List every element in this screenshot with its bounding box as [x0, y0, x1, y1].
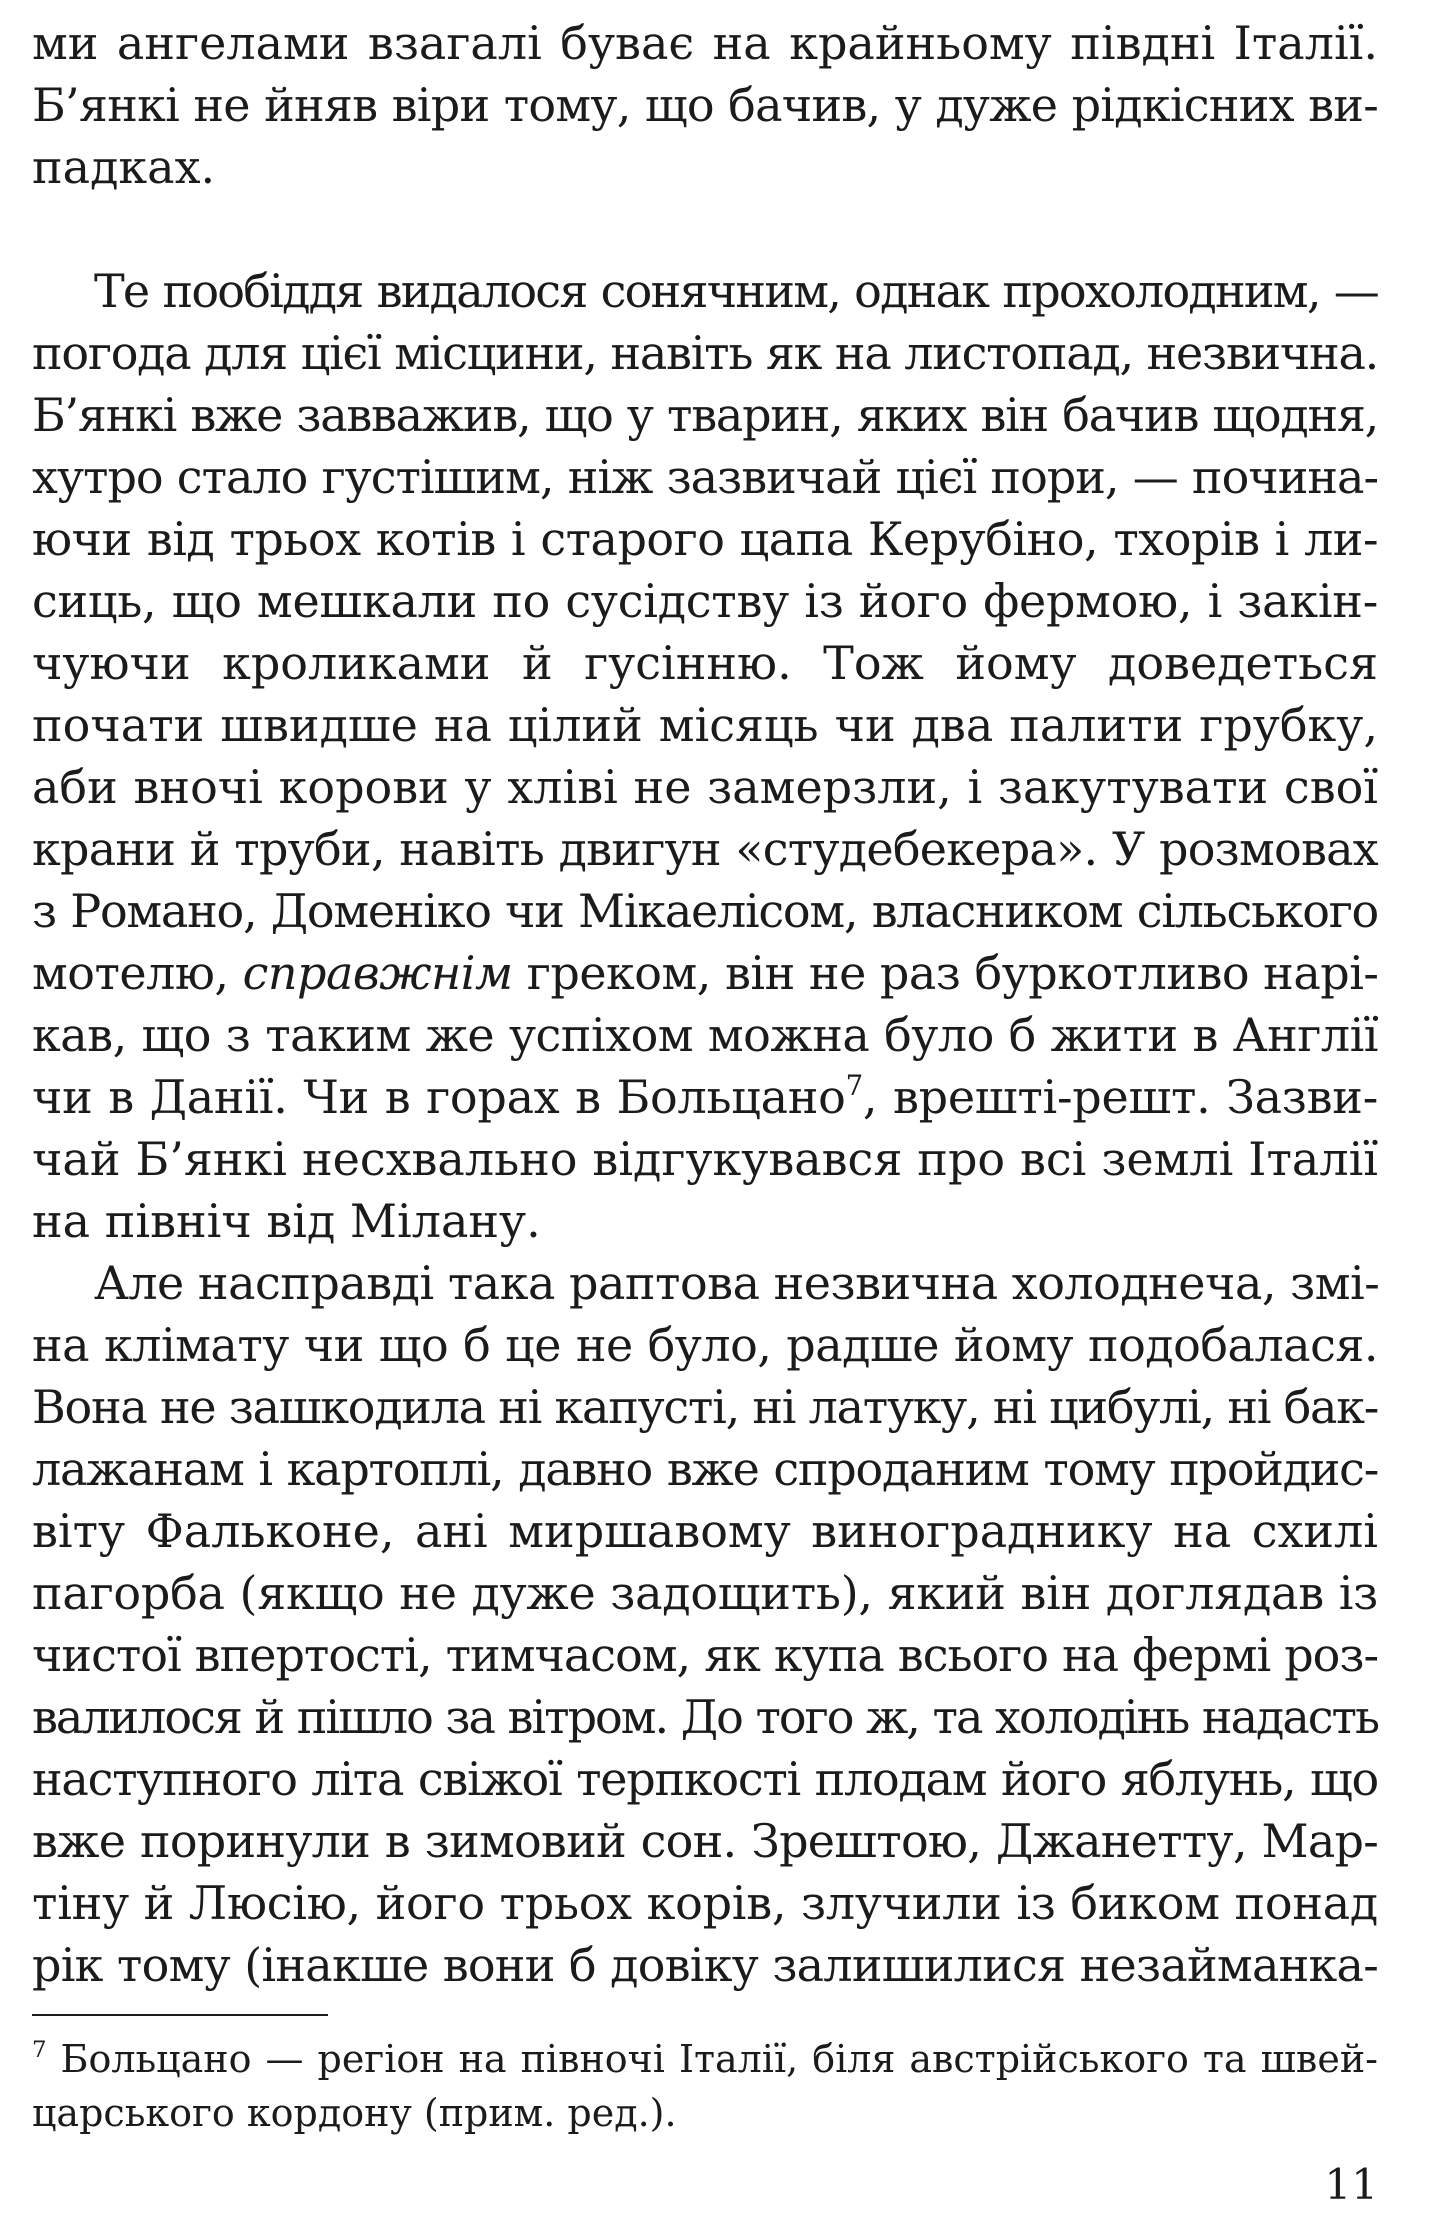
text-line: ми ангелами взагалі буває на крайньому півдні Італії. [32, 16, 1378, 70]
text-line [32, 942, 1378, 1004]
text-line: на північ від Мілану. [32, 1194, 541, 1248]
text-segment: мотелю, [32, 946, 243, 1000]
text-line: кав, що з таким же успіхом можна було б жити в Англії [32, 1008, 1378, 1062]
text-line: хутро стало густішим, ніж зазвичай цієї пори, — почина- [32, 450, 1378, 504]
paragraph-gap [32, 198, 1378, 260]
text-line: чай Б’янкі несхвально відгукувався про всі землі Італії [32, 1132, 1378, 1186]
footnote-line: царського кордону (прим. ред.). [32, 2091, 677, 2135]
text-line: тіну й Люсію, його трьох корів, злучили із биком понад [32, 1876, 1378, 1930]
italic-word: справжнім [242, 946, 513, 1000]
footnote-marker: 7 [32, 2037, 47, 2064]
footnote [32, 2032, 1378, 2140]
body-text [32, 12, 1378, 1996]
footnote-text: Больцано — регіон на півночі Італії, біля австрійського та швей- [46, 2037, 1378, 2081]
text-segment: греком, він не раз буркотливо нарі- [512, 946, 1379, 1000]
text-line: лажанам і картоплі, давно вже спроданим тому пройдис- [32, 1442, 1378, 1496]
text-line: валилося й пішло за вітром. До того ж, та холодінь надасть [32, 1690, 1378, 1744]
footnote-divider [32, 2014, 328, 2016]
text-line: на клімату чи що б це не було, радше йому подобалася. [32, 1318, 1378, 1372]
text-line: наступного літа свіжої терпкості плодам його яблунь, що [32, 1752, 1378, 1806]
text-line: рік тому (інакше вони б довіку залишилися незайманка- [32, 1938, 1378, 1992]
text-line: погода для цієї місцини, навіть як на листопад, незвична. [32, 326, 1378, 380]
text-line: пагорба (якщо не дуже задощить), який він доглядав із [32, 1566, 1378, 1620]
text-line: крани й труби, навіть двигун «студебекера». У розмовах [32, 822, 1378, 876]
text-line: Те пообіддя видалося сонячним, однак прохолодним, — [94, 264, 1378, 318]
text-line: падках. [32, 140, 216, 194]
text-line: почати швидше на цілий місяць чи два палити грубку, [32, 698, 1378, 752]
text-line [32, 1066, 1378, 1128]
footnote-line [32, 2032, 1378, 2086]
text-segment: , врешті-решт. Зазви- [862, 1070, 1378, 1124]
footnote-reference[interactable]: 7 [845, 1069, 863, 1103]
text-line: вже поринули в зимовий сон. Зрештою, Джанетту, Мар- [32, 1814, 1378, 1868]
text-line: Але насправді така раптова незвична холоднеча, змі- [94, 1256, 1380, 1310]
text-segment: чи в Данії. Чи в горах в Больцано [32, 1070, 846, 1124]
page-number: 11 [1324, 2160, 1378, 2209]
text-line: з Романо, Доменіко чи Мікаелісом, власником сільського [32, 884, 1378, 938]
text-line: Вона не зашкодила ні капусті, ні латуку, ні цибулі, ні бак- [32, 1380, 1378, 1434]
text-line: ючи від трьох котів і старого цапа Керубіно, тхорів і ли- [32, 512, 1378, 566]
text-line: аби вночі корови у хліві не замерзли, і закутувати свої [32, 760, 1378, 814]
text-line: сиць, що мешкали по сусідству із його фермою, і закін- [32, 574, 1378, 628]
text-line: віту Фальконе, ані миршавому винограднику на схилі [32, 1504, 1378, 1558]
text-line: чистої впертості, тимчасом, як купа всього на фермі роз- [32, 1628, 1378, 1682]
text-line: чуючи кроликами й гусінню. Тож йому доведеться [32, 636, 1378, 690]
text-line: Б’янкі вже завважив, що у тварин, яких він бачив щодня, [32, 388, 1378, 442]
text-line: Б’янкі не йняв віри тому, що бачив, у дуже рідкісних ви- [32, 78, 1378, 132]
